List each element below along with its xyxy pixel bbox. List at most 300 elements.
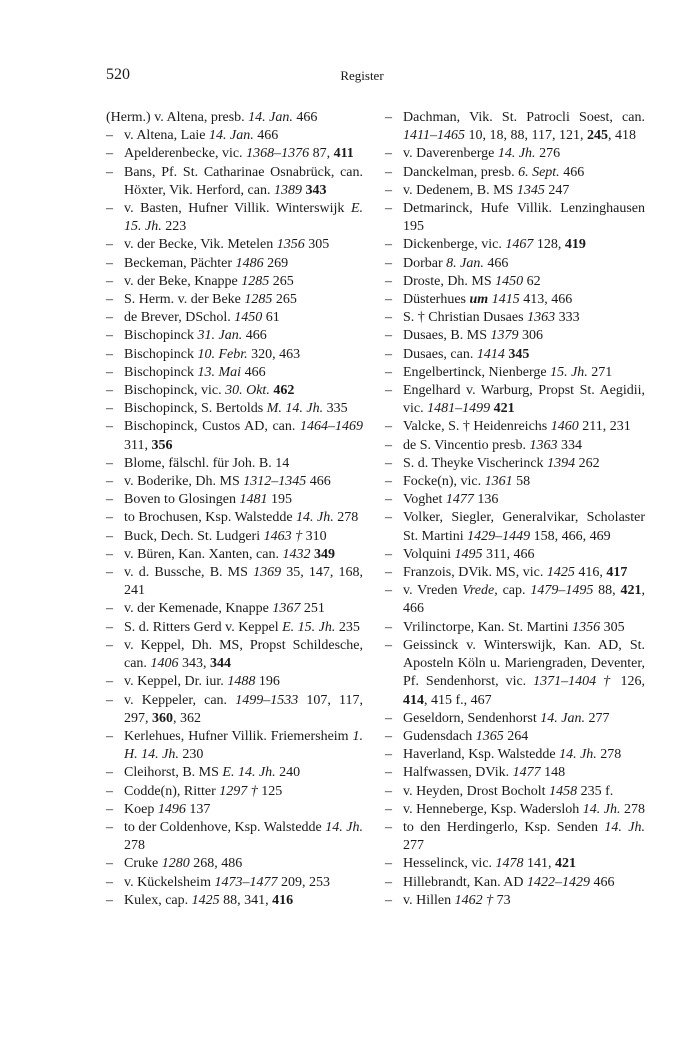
entry-text: 311, 466 (482, 546, 535, 562)
entry-text: 88, 341, (219, 892, 273, 908)
index-entry (385, 437, 645, 455)
entry-text: Kulex, cap. (124, 892, 192, 908)
index-entry (385, 874, 645, 892)
entry-text: 1464–1469 (300, 419, 363, 435)
entry-dash: – (385, 346, 392, 362)
entry-dash: – (385, 110, 392, 125)
entry-dash: – (385, 565, 392, 581)
entry-text: 1415 (491, 292, 520, 308)
entry-text: 1450 (234, 310, 263, 326)
index-entry (106, 327, 363, 345)
entry-text: Bischopinck (124, 328, 198, 344)
entry-dash: – (106, 383, 113, 399)
entry-dash: – (385, 510, 392, 526)
entry-text: 335 (323, 401, 348, 417)
entry-text: 277 (584, 710, 610, 726)
entry-dash: – (385, 637, 392, 653)
entry-text: 413, 466 (519, 292, 573, 308)
entry-text: , cap. (494, 583, 531, 599)
entry-text: Valcke, S. † Heidenreichs (403, 419, 551, 435)
index-entry (106, 145, 363, 163)
entry-dash: – (106, 237, 113, 253)
entry-text: 462 (273, 383, 295, 399)
entry-text: S. † Christian Dusaes (403, 310, 528, 326)
entry-dash: – (385, 455, 392, 471)
entry-text: 466 (306, 474, 331, 490)
entry-text: 262 (575, 455, 600, 471)
entry-text: v. der Beke, Knappe (124, 273, 242, 289)
entry-text: 1285 (244, 292, 273, 308)
entry-text: v. Daverenberge (403, 146, 498, 162)
entry-dash: – (106, 765, 113, 781)
entry-text: Bischopinck, Custos AD, can. (124, 419, 300, 435)
entry-text: 265 (269, 273, 294, 289)
entry-text: 1477 (512, 765, 541, 781)
entry-text: Bischopinck (124, 364, 198, 380)
entry-text: 1285 (241, 273, 270, 289)
entry-text: 305 (304, 237, 330, 253)
entry-text: 158, 466, 469 (530, 528, 611, 544)
entry-dash: – (385, 874, 392, 890)
entry-text: 1363 (529, 437, 558, 453)
entry-text: 247 (544, 182, 570, 198)
entry-text: 148 (540, 765, 566, 781)
entry-text: Haverland, Ksp. Walstedde (403, 747, 560, 763)
entry-text: 1389 (273, 182, 302, 198)
entry-text: 411 (333, 146, 354, 162)
entry-dash: – (385, 328, 392, 344)
entry-dash: – (106, 146, 113, 162)
entry-text: 211, 231 (578, 419, 631, 435)
index-entry (385, 236, 645, 254)
entry-text: 6. Sept. (518, 164, 560, 180)
entry-dash: – (385, 474, 392, 490)
entry-text: 125 (257, 783, 283, 799)
entry-text: S. d. Ritters Gerd v. Keppel (124, 619, 283, 635)
index-entry (385, 327, 645, 345)
index-entry (385, 710, 645, 728)
index-entry (106, 236, 363, 254)
entry-dash: – (106, 310, 113, 326)
index-entry (385, 109, 645, 145)
index-entry (106, 546, 363, 564)
entry-text: Focke(n), vic. (403, 474, 485, 490)
entry-text: 1481 (239, 492, 268, 508)
entry-text: 251 (300, 601, 325, 617)
entry-dash: – (385, 310, 392, 326)
index-entry (106, 418, 363, 454)
entry-text: 320, 463 (247, 346, 301, 362)
index-entry (385, 746, 645, 764)
entry-text: 88, (593, 583, 621, 599)
entry-text: Gudensdach (403, 728, 476, 744)
entry-text: 14. Jh. (582, 801, 621, 817)
index-entry (385, 418, 645, 436)
entry-text: v. Heyden, Drost Bocholt (403, 783, 550, 799)
entry-text: 416, (574, 565, 607, 581)
index-entry (385, 546, 645, 564)
entry-text: to der Coldenhove, Ksp. Walstedde (124, 819, 326, 835)
entry-text: Dusaes, can. (403, 346, 477, 362)
entry-text: 128, (533, 237, 565, 253)
index-entry (106, 164, 363, 200)
index-entry (106, 728, 363, 764)
entry-text: Engelhard v. Warburg, Propst St. Aegidii, vic. (403, 383, 645, 417)
index-entry (106, 309, 363, 327)
entry-text: v. Henneberge, Ksp. Wadersloh (403, 801, 583, 817)
entry-text: 58 (512, 474, 531, 490)
entry-text: 311, (124, 437, 152, 453)
entry-text: 14. Jh. (325, 819, 363, 835)
entry-text: 466 (253, 128, 279, 144)
entry-dash: – (385, 856, 392, 872)
entry-text: 1356 (572, 619, 601, 635)
entry-dash: – (385, 546, 392, 562)
entry-text: 1312–1345 (243, 474, 307, 490)
entry-text: 421 (555, 856, 577, 872)
entry-text: 417 (606, 565, 628, 581)
entry-text: Droste, Dh. MS (403, 273, 496, 289)
entry-dash: – (106, 546, 113, 562)
entry-text: 14. Jan. (540, 710, 585, 726)
entry-dash: – (385, 492, 392, 508)
index-entry (385, 855, 645, 873)
entry-dash: – (106, 874, 113, 890)
index-entry (385, 637, 645, 710)
entry-text: Codde(n), Ritter (124, 783, 220, 799)
entry-dash: – (385, 237, 392, 253)
entry-text: de Brever, DSchol. (124, 310, 235, 326)
entry-text: 1297 † (219, 783, 258, 799)
index-entry (385, 473, 645, 491)
entry-text: , 362 (173, 710, 201, 726)
entry-dash: – (385, 801, 392, 817)
entry-text: 1473–1477 (214, 874, 278, 890)
entry-text: to Brochusen, Ksp. Walstedde (124, 510, 297, 526)
entry-dash: – (106, 637, 113, 653)
entry-text: 414 (403, 692, 424, 708)
entry-dash: – (385, 710, 392, 726)
entry-text: 1429–1449 (467, 528, 531, 544)
entry-dash: – (106, 801, 113, 817)
entry-text: 141, (523, 856, 556, 872)
entry-text: v. Keppel, Dh. MS, Propst Schildesche, can. (124, 637, 363, 672)
entry-text: 1414 (476, 346, 505, 362)
entry-text: 271 (587, 364, 613, 380)
index-entry (106, 109, 363, 127)
entry-text: 14. Jan. (209, 128, 254, 144)
entry-dash: – (385, 619, 392, 635)
index-entry (106, 764, 363, 782)
entry-dash: – (385, 419, 392, 435)
index-entry (106, 619, 363, 637)
entry-text: v. Dedenem, B. MS (403, 182, 517, 198)
entry-text: E. 15. Jh. (124, 201, 363, 235)
entry-text: 305 (600, 619, 625, 635)
entry-text: 15. Jh. (550, 364, 588, 380)
entry-text: Geissinck v. Winterswijk, Kan. AD, St. Aposteln Köln u. Mariengraden, Deventer, Pf. Sendenhorst, vic. (403, 637, 645, 690)
entry-dash: – (385, 255, 392, 271)
entry-text: 1486 (235, 255, 264, 271)
entry-text: um (469, 292, 489, 308)
entry-dash: – (106, 164, 113, 180)
entry-text: , 466 (403, 583, 645, 617)
index-entry (106, 382, 363, 400)
entry-text: 107, 117, 297, (124, 692, 363, 726)
entry-text: 13. Mai (197, 364, 242, 380)
entry-text: E. 14. Jh. (222, 765, 276, 781)
entry-dash: – (106, 128, 113, 144)
entry-dash: – (106, 364, 113, 380)
entry-dash: – (385, 383, 392, 399)
entry-text: v. der Becke, Vik. Metelen (124, 237, 277, 253)
index-entry (385, 291, 645, 309)
entry-text: 14. Jh. (497, 146, 536, 162)
entry-text: 1422–1429 (527, 874, 591, 890)
entry-text: 209, 253 (277, 874, 330, 890)
entry-text: v. d. Bussche, B. MS (124, 565, 254, 581)
entry-text: v. Keppeler, can. (124, 692, 236, 708)
entry-text: 14. Jan. (248, 110, 293, 125)
entry-text: 1. H. 14. Jh. (124, 728, 363, 763)
entry-text: 421 (620, 583, 642, 599)
entry-text: 343 (305, 182, 327, 198)
entry-dash: – (385, 437, 392, 453)
entry-dash: – (385, 819, 392, 835)
entry-text: 1463 † (263, 528, 303, 544)
entry-text: 136 (473, 492, 499, 508)
entry-text: 10. Febr. (197, 346, 248, 362)
entry-text: 269 (263, 255, 289, 271)
entry-text: Blome, fälschl. für Joh. B. 14 (124, 455, 290, 471)
entry-dash: – (106, 892, 113, 908)
entry-text: Koep (124, 801, 158, 817)
entry-text: , 418 (607, 128, 636, 144)
entry-text: 8. Jan. (446, 255, 484, 271)
index-entry (106, 255, 363, 273)
entry-text: de S. Vincentio presb. (403, 437, 530, 453)
entry-text: v. der Kemenade, Knappe (124, 601, 273, 617)
entry-text: Cleihorst, B. MS (124, 765, 223, 781)
page-number: 520 (106, 66, 130, 83)
index-entry (106, 509, 363, 527)
running-title: Register (340, 68, 384, 83)
entry-dash: – (106, 783, 113, 799)
entry-text: Cruke (124, 856, 162, 872)
entry-text: 416 (272, 892, 294, 908)
index-entry (106, 127, 363, 145)
entry-text: v. Kückelsheim (124, 874, 215, 890)
entry-dash: – (106, 273, 113, 289)
entry-dash: – (106, 292, 113, 308)
entry-dash: – (106, 692, 113, 708)
entry-text: 223 (161, 219, 187, 235)
entry-text: Bischopinck, S. Bertolds (124, 401, 267, 417)
index-entry (106, 892, 363, 910)
entry-text: 1367 (272, 601, 301, 617)
entry-dash: – (385, 892, 392, 908)
entry-text: 1379 (490, 328, 519, 344)
entry-dash: – (106, 728, 113, 744)
entry-text: Detmarinck, Hufe Villik. Lenzinghausen 195 (403, 201, 645, 235)
entry-text: 1478 (495, 856, 524, 872)
entry-text: 1425 (191, 892, 220, 908)
entry-text: 278 (596, 747, 622, 763)
entry-dash: – (106, 510, 113, 526)
entry-dash: – (385, 273, 392, 289)
entry-text: Vrilinctorpe, Kan. St. Martini (403, 619, 573, 635)
entry-text: Volquini (403, 546, 455, 562)
entry-text: 1479–1495 (530, 583, 594, 599)
index-entry (385, 582, 645, 618)
entry-dash: – (385, 146, 392, 162)
index-entry (385, 255, 645, 273)
index-entry (385, 182, 645, 200)
index-entry (385, 728, 645, 746)
entry-dash: – (106, 328, 113, 344)
entry-dash: – (106, 255, 113, 271)
entry-text: M. 14. Jh. (266, 401, 324, 417)
entry-dash: – (106, 455, 113, 471)
index-entry (106, 855, 363, 873)
entry-text: Voghet (403, 492, 446, 508)
index-entry (385, 273, 645, 291)
entry-text: 466 (292, 110, 318, 125)
entry-dash: – (385, 292, 392, 308)
index-entry (106, 528, 363, 546)
index-entry (106, 291, 363, 309)
entry-text: 31. Jan. (197, 328, 243, 344)
entry-dash: – (385, 765, 392, 781)
entry-text: v. Keppel, Dr. iur. (124, 674, 228, 690)
entry-text: 1425 (546, 565, 575, 581)
index-entry (106, 200, 363, 236)
entry-text: 466 (559, 164, 585, 180)
entry-text: Halfwassen, DVik. (403, 765, 513, 781)
entry-dash: – (385, 201, 392, 217)
entry-dash: – (385, 583, 392, 599)
entry-dash: – (385, 728, 392, 744)
entry-dash: – (106, 528, 113, 544)
entry-text: 1477 (445, 492, 474, 508)
entry-text: Dusaes, B. MS (403, 328, 491, 344)
entry-text: 343, (178, 656, 210, 672)
entry-text: 35, 147, 168, 241 (124, 565, 364, 599)
entry-text: Geseldorn, Sendenhorst (403, 710, 541, 726)
entry-text: 1495 (454, 546, 483, 562)
entry-dash: – (385, 364, 392, 380)
index-entry (106, 491, 363, 509)
index-column-left (106, 109, 363, 910)
entry-text: 278 (333, 510, 359, 526)
index-entry (106, 673, 363, 691)
entry-text: Buck, Dech. St. Ludgeri (124, 528, 264, 544)
page-header (106, 66, 618, 86)
entry-text: 14. Jh. (296, 510, 334, 526)
entry-text: 1406 (150, 656, 179, 672)
entry-text: 466 (483, 255, 509, 271)
entry-text: v. Boderike, Dh. MS (124, 474, 244, 490)
entry-dash: – (106, 474, 113, 490)
index-entry (106, 874, 363, 892)
entry-text: S. d. Theyke Vischerinck (403, 455, 548, 471)
index-entry (106, 600, 363, 618)
entry-text: Bischopinck, vic. (124, 383, 226, 399)
entry-text: Volker, Siegler, Generalvikar, Scholaster St. Martini (403, 510, 645, 544)
entry-text: 419 (564, 237, 586, 253)
entry-text: 73 (493, 892, 511, 908)
index-entry (385, 619, 645, 637)
index-entry (106, 400, 363, 418)
entry-text: Dickenberge, vic. (403, 237, 506, 253)
index-entry (385, 455, 645, 473)
entry-text: Bischopinck (124, 346, 198, 362)
entry-dash: – (385, 747, 392, 763)
entry-text: 245 (586, 128, 608, 144)
index-entry (106, 364, 363, 382)
entry-text: v. Altena, Laie (124, 128, 210, 144)
entry-text: 333 (555, 310, 580, 326)
entry-text: 278 (124, 838, 145, 854)
entry-text: 1280 (161, 856, 190, 872)
index-entry (385, 564, 645, 582)
index-entry (106, 455, 363, 473)
entry-text: (Herm.) v. Altena, presb. (106, 110, 249, 125)
index-entry (106, 637, 363, 673)
entry-text: Bans, Pf. St. Catharinae Osnabrück, can. Höxter, Vik. Herford, can. (124, 164, 363, 198)
entry-text: 1394 (547, 455, 576, 471)
entry-text: 126, (613, 674, 646, 690)
entry-text: 1496 (157, 801, 186, 817)
index-entry (385, 164, 645, 182)
entry-text: 235 (335, 619, 360, 635)
entry-text: 268, 486 (189, 856, 243, 872)
entry-text: Vrede (462, 583, 495, 599)
entry-text: 14. Jh. (559, 747, 597, 763)
entry-text: 240 (275, 765, 301, 781)
entry-text: Danckelman, presb. (403, 164, 519, 180)
entry-text: v. Vreden (403, 583, 463, 599)
index-entry (385, 200, 645, 236)
entry-text: Dorbar (403, 255, 447, 271)
entry-dash: – (106, 401, 113, 417)
entry-text: 1345 (516, 182, 545, 198)
entry-text: 1467 (505, 237, 534, 253)
entry-text: Apelderenbecke, vic. (124, 146, 247, 162)
index-entry (106, 346, 363, 364)
entry-text: 1361 (484, 474, 513, 490)
entry-text: 276 (535, 146, 561, 162)
entry-dash: – (106, 601, 113, 617)
entry-text: 278 (620, 801, 646, 817)
entry-text: 87, (309, 146, 334, 162)
entry-text: , 415 f., 467 (424, 692, 492, 708)
entry-text: 10, 18, 88, 117, 121, (464, 128, 587, 144)
entry-text: v. Basten, Hufner Villik. Winterswijk (124, 201, 351, 217)
entry-text: 1481–1499 (427, 401, 491, 417)
index-entry (385, 801, 645, 819)
entry-text: S. Herm. v. der Beke (124, 292, 245, 308)
index-entry (106, 783, 363, 801)
index-entry (106, 473, 363, 491)
entry-dash: – (106, 565, 113, 581)
entry-text: 310 (302, 528, 327, 544)
entry-text: 196 (255, 674, 280, 690)
entry-dash: – (106, 819, 113, 835)
entry-text: 1356 (276, 237, 305, 253)
index-entry (385, 382, 645, 418)
entry-text: Boven to Glosingen (124, 492, 240, 508)
